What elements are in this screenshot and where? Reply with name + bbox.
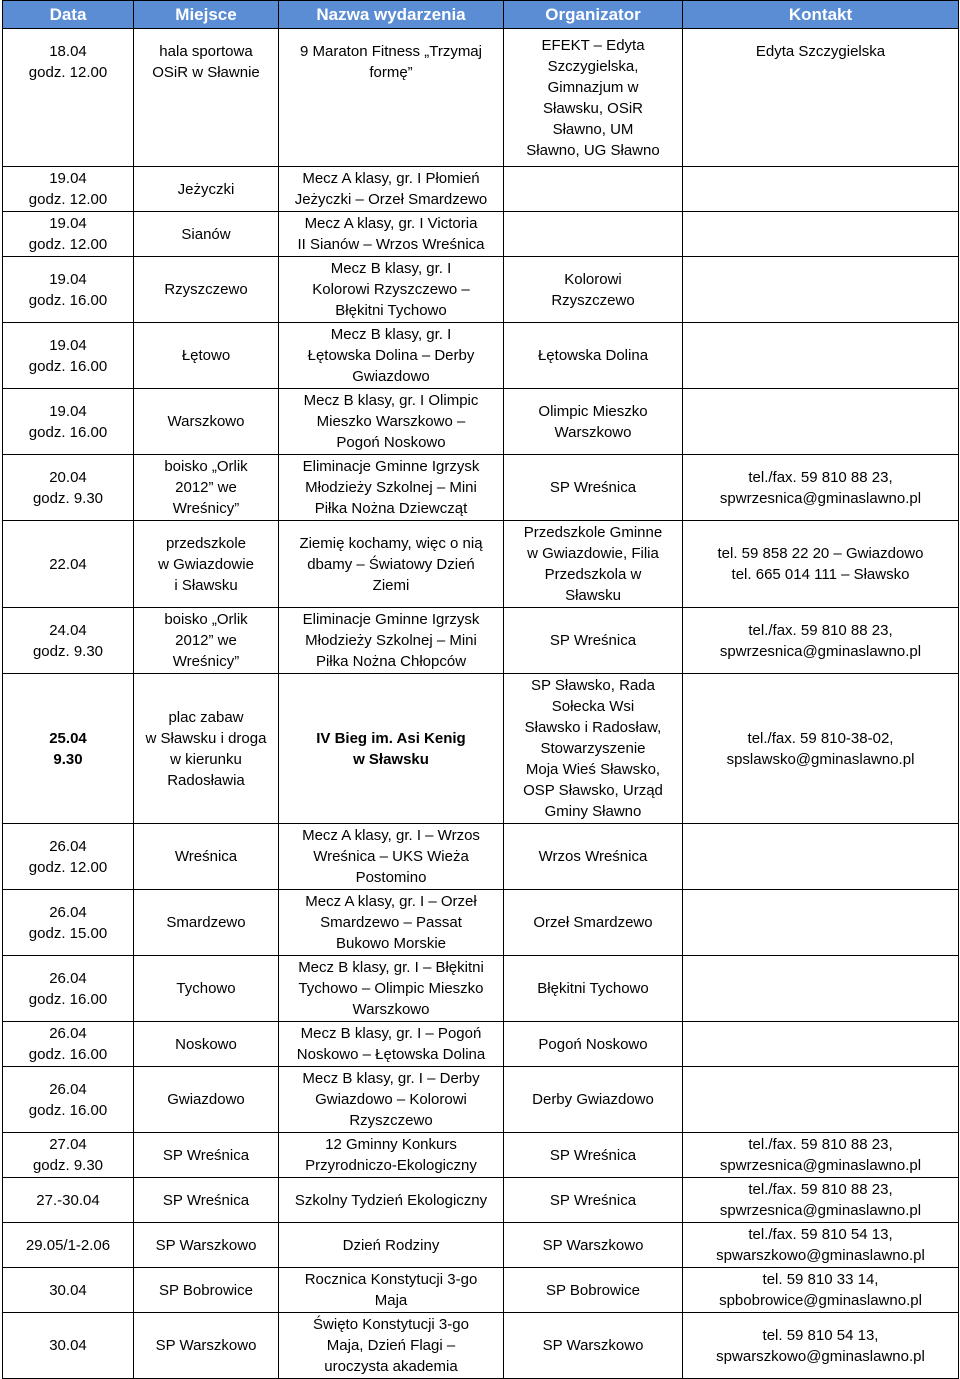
date-cell [3,323,134,389]
date-cell [3,1022,134,1067]
place-text: hala sportowa OSiR w Sławnie [152,43,260,81]
table-row [3,956,959,1022]
organizer-cell [504,956,683,1022]
table-row [3,1268,959,1313]
table-row [3,212,959,257]
date-text: 25.04 9.30 [49,729,87,768]
organizer-cell [504,1133,683,1178]
event-name-cell [279,1067,504,1133]
organizer-text: Wrzos Wreśnica [538,848,648,865]
place-cell [134,521,279,608]
date-text: 26.04 godz. 16.00 [28,1025,108,1063]
place-cell [134,257,279,323]
event-name-text: Rocznica Konstytucji 3-go Maja [304,1271,478,1309]
date-text: 19.04 godz. 16.00 [28,270,108,309]
table-row [3,167,959,212]
place-cell [134,455,279,521]
event-name-cell [279,1313,504,1379]
organizer-cell [504,389,683,455]
place-cell [134,323,279,389]
event-name-text: Święto Konstytucji 3-go Maja, Dzień Flagi – uroczysta akademia [313,1316,469,1375]
event-name-text: Mecz B klasy, gr. I – Derby Gwiazdowo – Kolorowi Rzyszczewo [302,1070,480,1129]
event-name-text: Eliminacje Gminne Igrzysk Młodzieży Szkolnej – Mini Piłka Nożna Chłopców [302,611,480,670]
table-row [3,389,959,455]
organizer-text: Łętowska Dolina [537,347,649,364]
date-text: 18.04 godz. 12.00 [28,43,108,81]
event-name-text: Mecz B klasy, gr. I – Pogoń Noskowo – Łętowska Dolina [296,1025,486,1063]
header-miejsce: Miejsce [134,1,279,29]
place-cell [134,167,279,212]
event-name-text: IV Bieg im. Asi Kenig w Sławsku [316,729,466,768]
contact-cell [683,167,959,212]
table-row [3,1223,959,1268]
organizer-cell [504,824,683,890]
event-name-text: Mecz B klasy, gr. I Olimpic Mieszko Warszkowo – Pogoń Noskowo [303,392,479,451]
date-text: 19.04 godz. 12.00 [28,170,108,208]
organizer-cell [504,1067,683,1133]
organizer-cell [504,323,683,389]
organizer-text: Orzeł Smardzewo [533,914,653,931]
table-row [3,323,959,389]
event-name-text: Mecz A klasy, gr. I Płomień Jeżyczki – Orzeł Smardzewo [294,170,488,208]
place-text: Rzyszczewo [164,281,248,298]
event-name-cell [279,608,504,674]
place-cell [134,29,279,167]
event-name-cell [279,1133,504,1178]
organizer-cell [504,890,683,956]
date-text: 24.04 godz. 9.30 [32,621,104,660]
place-cell [134,956,279,1022]
event-name-text: Mecz B klasy, gr. I – Błękitni Tychowo – Olimpic Mieszko Warszkowo [298,959,484,1018]
date-cell [3,257,134,323]
contact-cell [683,890,959,956]
table-row [3,890,959,956]
event-name-cell [279,389,504,455]
organizer-cell [504,455,683,521]
date-cell [3,1313,134,1379]
organizer-cell [504,167,683,212]
event-name-cell [279,323,504,389]
contact-cell [683,1313,959,1379]
contact-cell [683,608,959,674]
contact-cell [683,956,959,1022]
place-text: Łętowo [181,347,231,364]
table-row [3,1178,959,1223]
event-name-cell [279,1178,504,1223]
place-cell [134,824,279,890]
place-text: SP Warszkowo [155,1337,257,1354]
organizer-text: Derby Gwiazdowo [532,1091,654,1108]
organizer-cell [504,1268,683,1313]
table-row [3,257,959,323]
place-cell [134,1313,279,1379]
event-name-text: 12 Gminny Konkurs Przyrodniczo-Ekologiczny [305,1136,477,1174]
contact-cell [683,674,959,824]
contact-text: tel. 59 810 54 13, spwarszkowo@gminaslawno.pl [716,1326,925,1365]
date-text: 29.05/1-2.06 [25,1236,111,1254]
date-text: 19.04 godz. 16.00 [28,402,108,441]
event-name-cell [279,1268,504,1313]
event-name-text: Mecz B klasy, gr. I Łętowska Dolina – Derby Gwiazdowo [307,326,475,385]
event-name-cell [279,521,504,608]
organizer-cell [504,1178,683,1223]
table-row [3,1313,959,1379]
contact-cell [683,521,959,608]
event-name-text: 9 Maraton Fitness „Trzymaj formę” [300,43,482,81]
table-row [3,824,959,890]
place-cell [134,1133,279,1178]
contact-cell [683,1223,959,1268]
place-cell [134,389,279,455]
organizer-text: Pogoń Noskowo [538,1035,648,1053]
organizer-cell [504,29,683,167]
table-row [3,608,959,674]
contact-text: tel./fax. 59 810 88 23, spwrzesnica@gminaslawno.pl [719,1136,922,1174]
date-cell [3,389,134,455]
organizer-text: Olimpic Mieszko Warszkowo [538,402,648,441]
date-cell [3,1178,134,1223]
place-text: boisko „Orlik 2012” we Wreśnicy” [164,611,248,670]
date-text: 19.04 godz. 12.00 [28,215,108,253]
table-row [3,29,959,167]
place-text: SP Warszkowo [155,1236,257,1254]
table-row [3,1067,959,1133]
place-cell [134,890,279,956]
event-name-cell [279,890,504,956]
date-cell [3,1133,134,1178]
place-text: Smardzewo [166,914,246,931]
organizer-text: SP Wreśnica [549,1191,637,1209]
date-cell [3,1268,134,1313]
table-row [3,521,959,608]
header-organizator: Organizator [504,1,683,29]
date-text: 26.04 godz. 16.00 [28,969,108,1008]
header-nazwa: Nazwa wydarzenia [279,1,504,29]
header-row [3,1,959,29]
event-name-cell [279,455,504,521]
contact-text: tel./fax. 59 810 88 23, spwrzesnica@gminaslawno.pl [719,621,922,660]
organizer-text: SP Wreśnica [549,479,637,496]
place-text: plac zabaw w Sławsku i droga w kierunku Radosławia [145,708,267,789]
contact-cell [683,212,959,257]
table-row [3,674,959,824]
date-text: 26.04 godz. 15.00 [28,903,108,942]
date-text: 30.04 [49,1337,87,1354]
place-text: Wreśnica [174,848,238,865]
date-text: 30.04 [49,1281,87,1299]
organizer-cell [504,1022,683,1067]
event-name-cell [279,167,504,212]
organizer-cell [504,1223,683,1268]
contact-cell [683,824,959,890]
organizer-cell [504,257,683,323]
event-name-text: Ziemię kochamy, więc o nią dbamy – Światowy Dzień Ziemi [299,534,483,594]
contact-cell [683,1268,959,1313]
contact-text: tel./fax. 59 810 88 23, spwrzesnica@gminaslawno.pl [719,468,922,507]
place-text: Noskowo [175,1035,237,1053]
date-text: 19.04 godz. 16.00 [28,336,108,375]
event-name-cell [279,674,504,824]
place-cell [134,1223,279,1268]
place-text: Sianów [181,225,231,243]
date-cell [3,455,134,521]
date-text: 22.04 [49,555,87,573]
contact-text: tel. 59 858 22 20 – Gwiazdowo tel. 665 014 111 – Sławsko [717,545,924,583]
contact-cell [683,257,959,323]
place-text: Warszkowo [167,413,245,430]
contact-text: tel./fax. 59 810-38-02, spslawsko@gminaslawno.pl [726,729,915,768]
date-cell [3,890,134,956]
date-text: 27.04 godz. 9.30 [32,1136,104,1174]
date-cell [3,1067,134,1133]
table-row [3,455,959,521]
event-name-cell [279,1022,504,1067]
date-cell [3,824,134,890]
date-text: 20.04 godz. 9.30 [32,468,104,507]
place-cell [134,1178,279,1223]
event-name-cell [279,824,504,890]
place-cell [134,1268,279,1313]
organizer-text: SP Wreśnica [549,1146,637,1164]
event-name-cell [279,29,504,167]
event-name-text: Szkolny Tydzień Ekologiczny [294,1191,488,1209]
event-name-text: Mecz B klasy, gr. I Kolorowi Rzyszczewo – Błękitni Tychowo [312,260,470,319]
date-cell [3,674,134,824]
contact-cell [683,1022,959,1067]
header-kontakt: Kontakt [683,1,959,29]
organizer-cell [504,608,683,674]
event-name-text: Mecz A klasy, gr. I – Wrzos Wreśnica – UKS Wieża Postomino [302,827,480,886]
date-cell [3,167,134,212]
event-name-cell [279,212,504,257]
place-cell [134,212,279,257]
place-text: przedszkole w Gwiazdowie i Sławsku [158,534,254,594]
organizer-text: SP Wreśnica [549,632,637,649]
organizer-cell [504,674,683,824]
place-text: Jeżyczki [177,180,235,198]
date-cell [3,1223,134,1268]
table-row [3,1022,959,1067]
organizer-text: SP Warszkowo [542,1236,644,1254]
table-row [3,1133,959,1178]
contact-text: Edyta Szczygielska [755,43,886,60]
event-name-cell [279,257,504,323]
place-cell [134,1022,279,1067]
date-cell [3,608,134,674]
place-text: Gwiazdowo [167,1091,245,1108]
place-cell [134,674,279,824]
organizer-text: SP Warszkowo [542,1337,644,1354]
place-text: SP Wreśnica [162,1146,250,1164]
place-text: SP Bobrowice [159,1281,253,1299]
date-cell [3,29,134,167]
contact-cell [683,1178,959,1223]
contact-text: tel. 59 810 33 14, spbobrowice@gminaslawno.pl [719,1271,922,1309]
organizer-cell [504,212,683,257]
place-text: boisko „Orlik 2012” we Wreśnicy” [164,458,248,517]
date-text: 26.04 godz. 12.00 [28,837,108,876]
event-name-text: Eliminacje Gminne Igrzysk Młodzieży Szkolnej – Mini Piłka Nożna Dziewcząt [302,458,480,517]
event-name-text: Dzień Rodziny [342,1236,440,1254]
header-data: Data [3,1,134,29]
date-text: 26.04 godz. 16.00 [28,1080,108,1119]
date-cell [3,956,134,1022]
place-text: Tychowo [176,980,236,997]
event-name-text: Mecz A klasy, gr. I Victoria II Sianów – Wrzos Wreśnica [297,215,485,253]
event-name-text: Mecz A klasy, gr. I – Orzeł Smardzewo – Passat Bukowo Morskie [305,893,477,952]
place-cell [134,608,279,674]
contact-cell [683,323,959,389]
date-cell [3,212,134,257]
event-name-cell [279,1223,504,1268]
organizer-text: Kolorowi Rzyszczewo [551,270,635,309]
organizer-cell [504,521,683,608]
organizer-cell [504,1313,683,1379]
contact-cell [683,1133,959,1178]
organizer-text: SP Bobrowice [546,1281,640,1299]
organizer-text: EFEKT – Edyta Szczygielska, Gimnazjum w Sławsku, OSiR Sławno, UM Sławno, UG Sławno [526,36,660,159]
event-name-cell [279,956,504,1022]
events-table [2,0,959,1379]
organizer-text: Przedszkole Gminne w Gwiazdowie, Filia Przedszkola w Sławsku [523,524,663,604]
contact-cell [683,389,959,455]
contact-cell [683,29,959,167]
organizer-text: SP Sławsko, Rada Sołecka Wsi Sławsko i Radosław, Stowarzyszenie Moja Wieś Sławsko, OSP Sławsko, Urząd Gminy Sławno [523,677,663,820]
place-cell [134,1067,279,1133]
contact-cell [683,455,959,521]
date-text: 27.-30.04 [36,1191,100,1209]
contact-text: tel./fax. 59 810 54 13, spwarszkowo@gminaslawno.pl [716,1226,925,1264]
organizer-text: Błękitni Tychowo [537,980,649,997]
date-cell [3,521,134,608]
contact-text: tel./fax. 59 810 88 23, spwrzesnica@gminaslawno.pl [719,1181,922,1219]
contact-cell [683,1067,959,1133]
place-text: SP Wreśnica [162,1191,250,1209]
